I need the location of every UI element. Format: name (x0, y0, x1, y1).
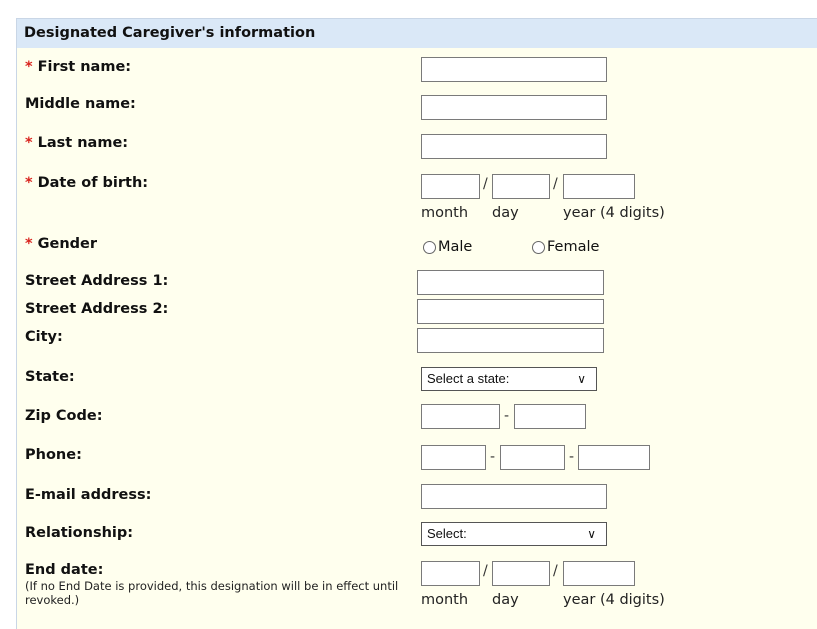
phone-area-input[interactable] (421, 445, 486, 470)
email-label: E-mail address: (25, 487, 152, 503)
phone-label: Phone: (25, 447, 82, 463)
phone-dash: - (569, 449, 575, 465)
state-label: State: (25, 369, 75, 385)
section-header: Designated Caregiver's information (17, 19, 817, 48)
street2-label: Street Address 2: (25, 301, 169, 317)
email-input[interactable] (421, 484, 607, 509)
relationship-label: Relationship: (25, 525, 134, 541)
date-separator: / (553, 563, 558, 579)
chevron-down-icon: ∨ (587, 527, 596, 541)
middle-name-label: Middle name: (25, 96, 136, 112)
zip-label: Zip Code: (25, 408, 103, 424)
date-separator: / (483, 563, 488, 579)
phone-prefix-input[interactable] (500, 445, 565, 470)
date-separator: / (553, 176, 558, 192)
date-separator: / (483, 176, 488, 192)
zip-ext-input[interactable] (514, 404, 586, 429)
gender-female-label[interactable]: Female (547, 239, 600, 255)
required-marker: * (25, 59, 33, 75)
city-input[interactable] (417, 328, 604, 353)
gender-label: * Gender (25, 236, 98, 252)
first-name-label: * First name: (25, 59, 132, 75)
zip-dash: - (504, 408, 510, 424)
dob-label: * Date of birth: (25, 175, 149, 191)
relationship-select[interactable]: Select: ∨ (421, 522, 607, 546)
end-date-note: (If no End Date is provided, this designation will be in effect until revoked.) (25, 579, 399, 607)
year-hint: year (4 digits) (563, 592, 665, 608)
first-name-input[interactable] (421, 57, 607, 82)
end-year-input[interactable] (563, 561, 635, 586)
state-select[interactable]: Select a state: ∨ (421, 367, 597, 391)
zip-code-input[interactable] (421, 404, 500, 429)
middle-name-input[interactable] (421, 95, 607, 120)
day-hint: day (492, 592, 519, 608)
dob-year-input[interactable] (563, 174, 635, 199)
last-name-label: * Last name: (25, 135, 129, 151)
street1-label: Street Address 1: (25, 273, 169, 289)
dob-month-input[interactable] (421, 174, 480, 199)
last-name-input[interactable] (421, 134, 607, 159)
end-date-label: End date: (25, 562, 104, 578)
phone-line-input[interactable] (578, 445, 650, 470)
day-hint: day (492, 205, 519, 221)
gender-male-radio[interactable] (423, 241, 436, 254)
phone-dash: - (490, 449, 496, 465)
month-hint: month (421, 205, 469, 221)
month-hint: month (421, 592, 469, 608)
end-month-input[interactable] (421, 561, 480, 586)
dob-day-input[interactable] (492, 174, 550, 199)
chevron-down-icon: ∨ (577, 372, 586, 386)
end-day-input[interactable] (492, 561, 550, 586)
street1-input[interactable] (417, 270, 604, 295)
caregiver-info-panel (16, 18, 817, 629)
gender-female-radio[interactable] (532, 241, 545, 254)
gender-male-label[interactable]: Male (438, 239, 473, 255)
city-label: City: (25, 329, 63, 345)
street2-input[interactable] (417, 299, 604, 324)
year-hint: year (4 digits) (563, 205, 665, 221)
